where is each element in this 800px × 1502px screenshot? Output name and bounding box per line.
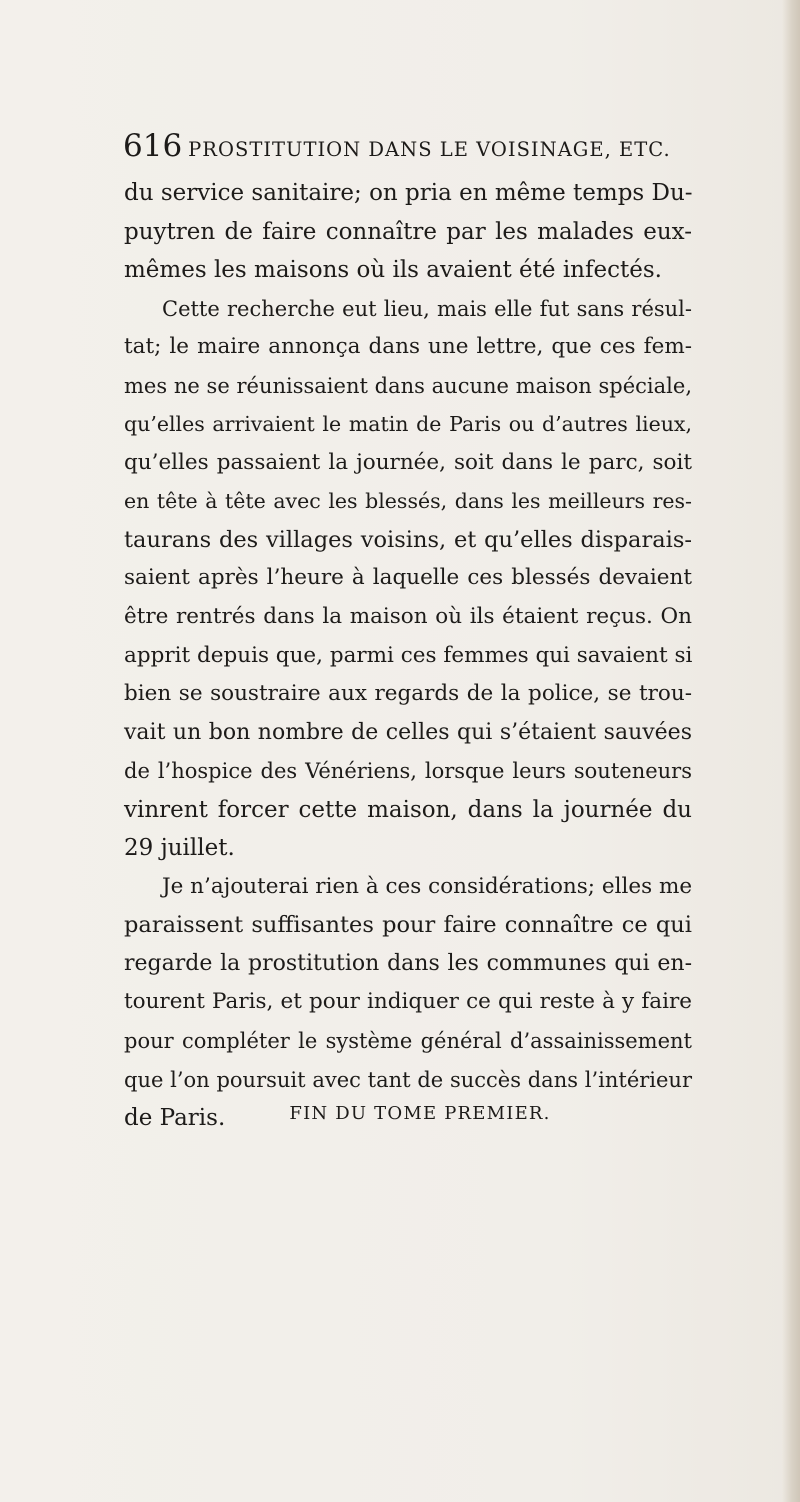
text-line: du service sanitaire; on pria en même temps Du-	[124, 180, 693, 206]
running-title: PROSTITUTION DANS LE VOISINAGE, ETC.	[188, 138, 671, 161]
page-number: 616	[123, 128, 183, 164]
text-line: en tête à tête avec les blessés, dans les meilleurs res-	[124, 489, 692, 514]
text-line: pour compléter le système général d’assainissement	[124, 1029, 692, 1054]
text-line: Cette recherche eut lieu, mais elle fut sans résul-	[162, 296, 692, 321]
text-line: puytren de faire connaître par les malades eux-	[124, 218, 692, 245]
text-line: paraissent suffisantes pour faire connaître ce qui	[124, 912, 692, 939]
text-line: vinrent forcer cette maison, dans la journée du	[124, 796, 692, 823]
page-edge-shadow	[782, 0, 800, 1502]
text-line: taurans des villages voisins, et qu’elles disparais-	[124, 526, 692, 553]
text-line: que l’on poursuit avec tant de succès dans l’intérieur	[124, 1067, 692, 1092]
body-text	[124, 174, 692, 1138]
text-line: de Paris.	[124, 1105, 226, 1132]
text-line: saient après l’heure à laquelle ces blessés devaient	[124, 565, 692, 591]
text-line: regarde la prostitution dans les communes qui en-	[124, 950, 692, 976]
text-line: mes ne se réunissaient dans aucune maison spéciale,	[124, 373, 692, 398]
text-line: Je n’ajouterai rien à ces considérations; elles me	[162, 873, 693, 899]
end-of-volume	[0, 1103, 800, 1124]
text-line: bien se soustraire aux regards de la police, se trou-	[124, 681, 692, 707]
text-line: être rentrés dans la maison où ils étaient reçus. On	[124, 604, 692, 630]
text-line: vait un bon nombre de celles qui s’étaient sauvées	[124, 719, 692, 745]
text-line: apprit depuis que, parmi ces femmes qui savaient si	[124, 642, 693, 668]
end-of-volume-text: FIN DU TOME PREMIER.	[289, 1103, 551, 1124]
text-line: de l’hospice des Vénériens, lorsque leurs souteneurs	[124, 759, 692, 784]
text-line: qu’elles arrivaient le matin de Paris ou d’autres lieux,	[124, 412, 692, 437]
text-line: 29 juillet.	[124, 835, 235, 862]
text-line: tourent Paris, et pour indiquer ce qui reste à y faire	[124, 989, 692, 1015]
text-line: mêmes les maisons où ils avaient été infectés.	[124, 257, 662, 284]
text-line: tat; le maire annonça dans une lettre, que ces fem-	[124, 334, 692, 360]
page-header	[123, 128, 683, 168]
text-line: qu’elles passaient la journée, soit dans le parc, soit	[124, 449, 692, 475]
